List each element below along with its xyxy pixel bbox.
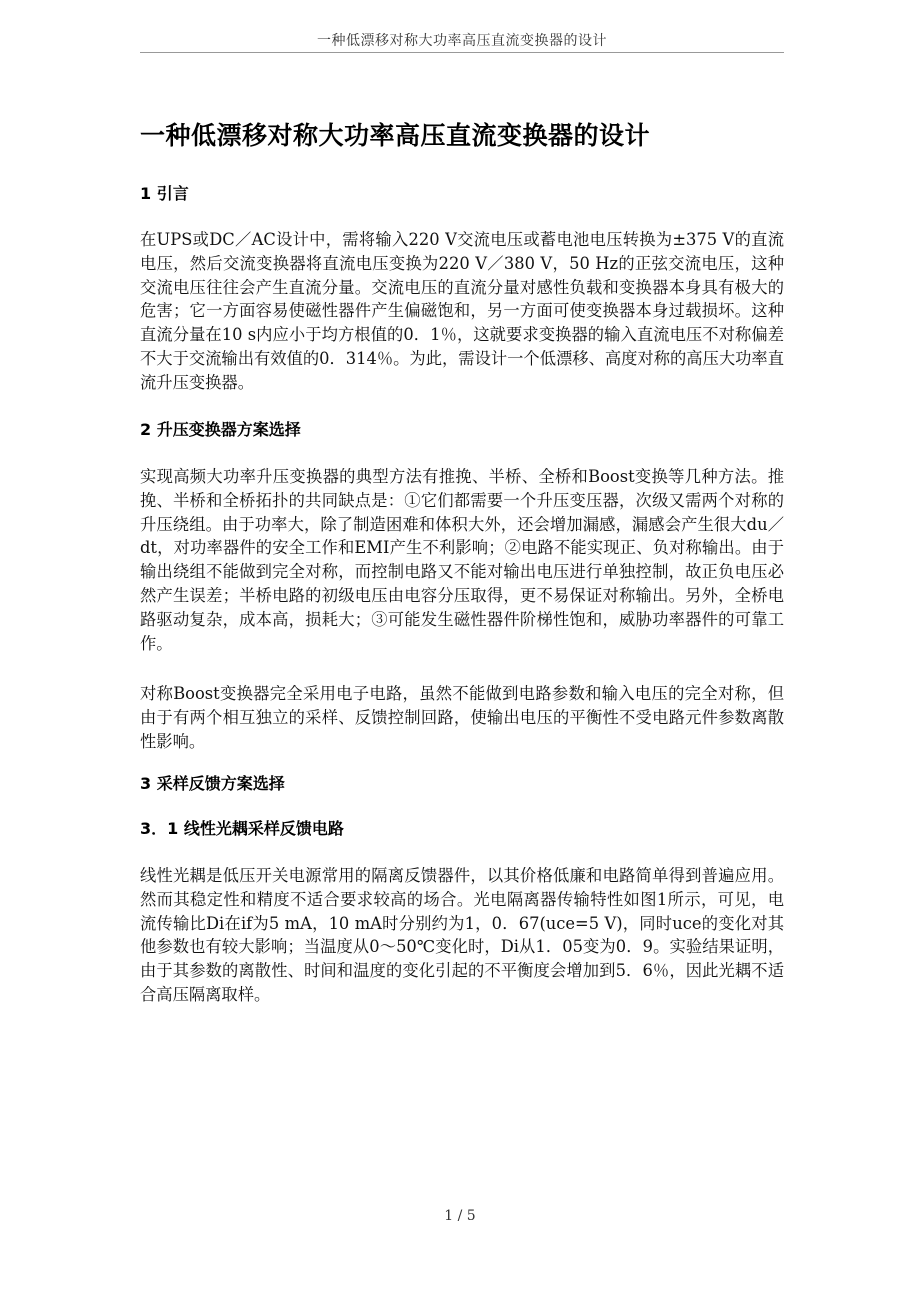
- section-heading-introduction: 1 引言: [140, 184, 189, 203]
- page-number: 1 / 5: [444, 1208, 476, 1224]
- subsection-heading-optocoupler: 3．1 线性光耦采样反馈电路: [140, 819, 344, 838]
- document-title: 一种低漂移对称大功率高压直流变换器的设计: [140, 121, 651, 150]
- paragraph-optocoupler: 线性光耦是低压开关电源常用的隔离反馈器件，以其价格低廉和电路简单得到普遍应用。然而其稳定性和精度不适合要求较高的场合。光电隔离器传输特性如图1所示，可见，电流传输比Di在if为5 mA，10 mA时分别约为1，0．67(uce=5 V)，同时uce的变化对其他参数也有较大影响；当温度从0～50℃变化时，Di从1．05变为0．9。实验结果证明，由于其参数的离散性、时间和温度的变化引起的不平衡度会增加到5．6％，因此光耦不适合高压隔离取样。: [140, 866, 784, 1004]
- section-heading-converter-scheme: 2 升压变换器方案选择: [140, 420, 301, 439]
- header-divider: [140, 52, 784, 53]
- section-heading-sampling-feedback: 3 采样反馈方案选择: [140, 774, 285, 793]
- paragraph-introduction: 在UPS或DC／AC设计中，需将输入220 V交流电压或蓄电池电压转换为±375 V的直流电压，然后交流变换器将直流电压变换为220 V／380 V，50 Hz的正弦交流电压，这种交流电压往往会产生直流分量。交流电压的直流分量对感性负载和变换器本身具有极大的危害；它一方面容易使磁性器件产生偏磁饱和，另一方面可使变换器本身过载损坏。这种直流分量在10 s内应小于均方根值的0．1％，这就要求变换器的输入直流电压不对称偏差不大于交流输出有效值的0．314％。为此，需设计一个低漂移、高度对称的高压大功率直流升压变换器。: [140, 230, 784, 392]
- paragraph-symmetric-boost: 对称Boost变换器完全采用电子电路，虽然不能做到电路参数和输入电压的完全对称，但由于有两个相互独立的采样、反馈控制回路，使输出电压的平衡性不受电路元件参数离散性影响。: [140, 684, 784, 751]
- paragraph-converter-topologies: 实现高频大功率升压变换器的典型方法有推挽、半桥、全桥和Boost变换等几种方法。推挽、半桥和全桥拓扑的共同缺点是：①它们都需要一个升压变压器，次级又需两个对称的升压绕组。由于功率大，除了制造困难和体积大外，还会增加漏感，漏感会产生很大du／dt，对功率器件的安全工作和EMI产生不利影响；②电路不能实现正、负对称输出。由于输出绕组不能做到完全对称，而控制电路又不能对输出电压进行单独控制，故正负电压必然产生误差；半桥电路的初级电压由电容分压取得，更不易保证对称输出。另外，全桥电路驱动复杂，成本高，损耗大；③可能发生磁性器件阶梯性饱和，威胁功率器件的可靠工作。: [140, 467, 784, 653]
- running-header: 一种低漂移对称大功率高压直流变换器的设计: [317, 33, 607, 49]
